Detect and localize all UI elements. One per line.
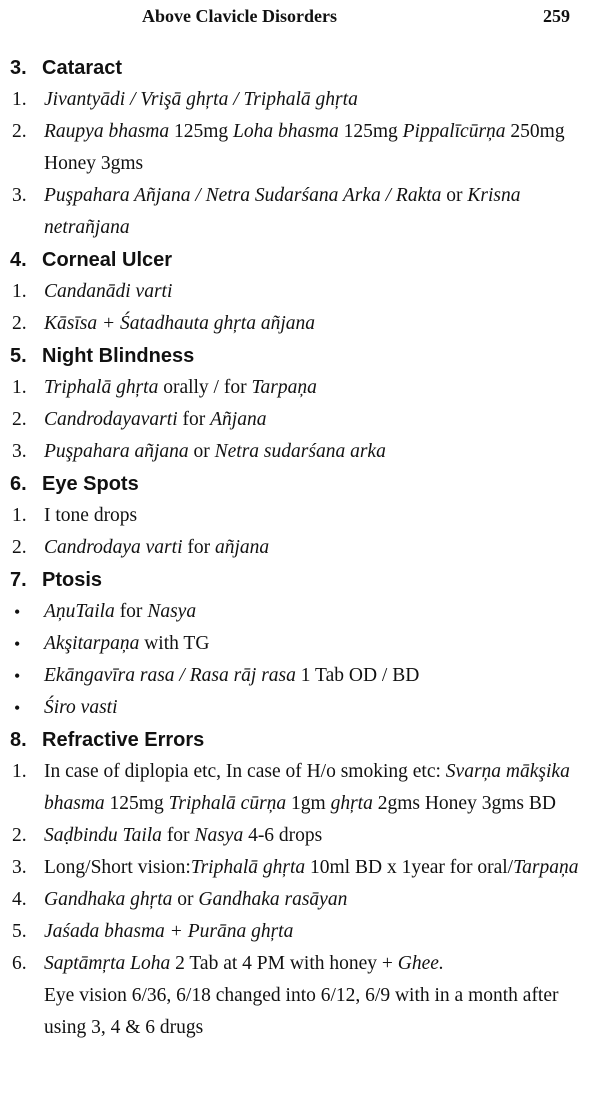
- item-text: Gandhaka ghŗta or Gandhaka rasāyan: [44, 889, 348, 910]
- bullet-marker: •: [14, 634, 21, 654]
- section-heading: [10, 468, 600, 500]
- item-text: I tone drops: [44, 505, 138, 526]
- item-note: Eye vision 6/36, 6/18 changed into 6/12, 6/9 with in a month after using 3, 4 & 6 drugs: [44, 985, 559, 1038]
- item-text: Puşpahara Añjana / Netra Sudarśana Arka / Rakta or Krisna netrañjana: [44, 185, 521, 238]
- item-number: 2.: [12, 121, 27, 142]
- page-number: 259: [543, 6, 570, 26]
- section-heading: [10, 724, 600, 756]
- section-number: 5.: [10, 345, 27, 367]
- list-item: [0, 436, 600, 468]
- item-number: 2.: [12, 313, 27, 334]
- list-item: [0, 372, 600, 404]
- item-text: Jaśada bhasma + Purāna ghŗta: [44, 921, 294, 942]
- section-heading: [10, 564, 600, 596]
- section-title: Corneal Ulcer: [42, 249, 173, 271]
- list-item: [0, 852, 600, 884]
- list-item: [0, 500, 600, 532]
- item-number: 6.: [12, 953, 27, 974]
- item-number: 1.: [12, 377, 27, 398]
- section-heading: [10, 340, 600, 372]
- item-text: Candrodaya varti for añjana: [44, 537, 270, 558]
- section-number: 4.: [10, 249, 27, 271]
- item-number: 3.: [12, 441, 27, 462]
- item-text: Śiro vasti: [44, 697, 118, 718]
- list-item: [0, 660, 600, 692]
- item-text: Raupya bhasma 125mg Loha bhasma 125mg Pippalīcūrņa 250mg Honey 3gms: [44, 121, 565, 174]
- section-number: 6.: [10, 473, 27, 495]
- list-item: [0, 884, 600, 916]
- item-number: 1.: [12, 761, 27, 782]
- item-text: Ekāngavīra rasa / Rasa rāj rasa 1 Tab OD / BD: [44, 665, 420, 686]
- content: [0, 52, 600, 1044]
- list-item: [0, 116, 600, 180]
- section-heading: [10, 244, 600, 276]
- item-text: Akşitarpaņa with TG: [44, 633, 210, 654]
- item-text: In case of diplopia etc, In case of H/o smoking etc: Svarņa mākşika bhasma 125mg Triphalā cūrņa 1gm ghŗta 2gms Honey 3gms BD: [44, 761, 570, 814]
- item-number: 4.: [12, 889, 27, 910]
- item-text: AņuTaila for Nasya: [44, 601, 197, 622]
- list-item: [0, 596, 600, 628]
- item-number: 3.: [12, 857, 27, 878]
- running-head: [0, 6, 600, 30]
- item-text: Triphalā ghŗta orally / for Tarpaņa: [44, 377, 317, 398]
- list-item: [0, 308, 600, 340]
- chapter-title: Above Clavicle Disorders: [142, 6, 337, 26]
- item-text: Long/Short vision:Triphalā ghŗta 10ml BD x 1year for oral/Tarpaņa: [44, 857, 579, 878]
- item-number: 1.: [12, 89, 27, 110]
- list-item: [0, 692, 600, 724]
- bullet-marker: •: [14, 602, 21, 622]
- list-item: [0, 756, 600, 820]
- section-title: Refractive Errors: [42, 729, 205, 751]
- bullet-marker: •: [14, 666, 21, 686]
- item-number: 2.: [12, 825, 27, 846]
- item-text: Saptāmŗta Loha 2 Tab at 4 PM with honey + Ghee.: [44, 953, 444, 974]
- item-text: Kāsīsa + Śatadhauta ghŗta añjana: [44, 313, 316, 334]
- item-text: Saḍbindu Taila for Nasya 4-6 drops: [44, 825, 323, 846]
- item-text: Candrodayavarti for Añjana: [44, 409, 267, 430]
- list-item: [0, 532, 600, 564]
- section-number: 7.: [10, 569, 27, 591]
- item-number: 3.: [12, 185, 27, 206]
- bullet-marker: •: [14, 698, 21, 718]
- section-number: 3.: [10, 57, 27, 79]
- item-text: Puşpahara añjana or Netra sudarśana arka: [44, 441, 386, 462]
- item-number: 1.: [12, 505, 27, 526]
- section-title: Cataract: [42, 57, 123, 79]
- list-item: [0, 948, 600, 1044]
- item-text: Candanādi varti: [44, 281, 173, 302]
- item-text: Jivantyādi / Vrişā ghŗta / Triphalā ghŗta: [44, 89, 358, 110]
- section-title: Ptosis: [42, 569, 103, 591]
- list-item: [0, 180, 600, 244]
- item-number: 1.: [12, 281, 27, 302]
- section-title: Eye Spots: [42, 473, 139, 495]
- section-heading: [10, 52, 600, 84]
- section-number: 8.: [10, 729, 27, 751]
- item-number: 5.: [12, 921, 27, 942]
- list-item: [0, 404, 600, 436]
- list-item: [0, 628, 600, 660]
- list-item: [0, 276, 600, 308]
- item-number: 2.: [12, 537, 27, 558]
- section-title: Night Blindness: [42, 345, 195, 367]
- list-item: [0, 916, 600, 948]
- list-item: [0, 84, 600, 116]
- item-number: 2.: [12, 409, 27, 430]
- list-item: [0, 820, 600, 852]
